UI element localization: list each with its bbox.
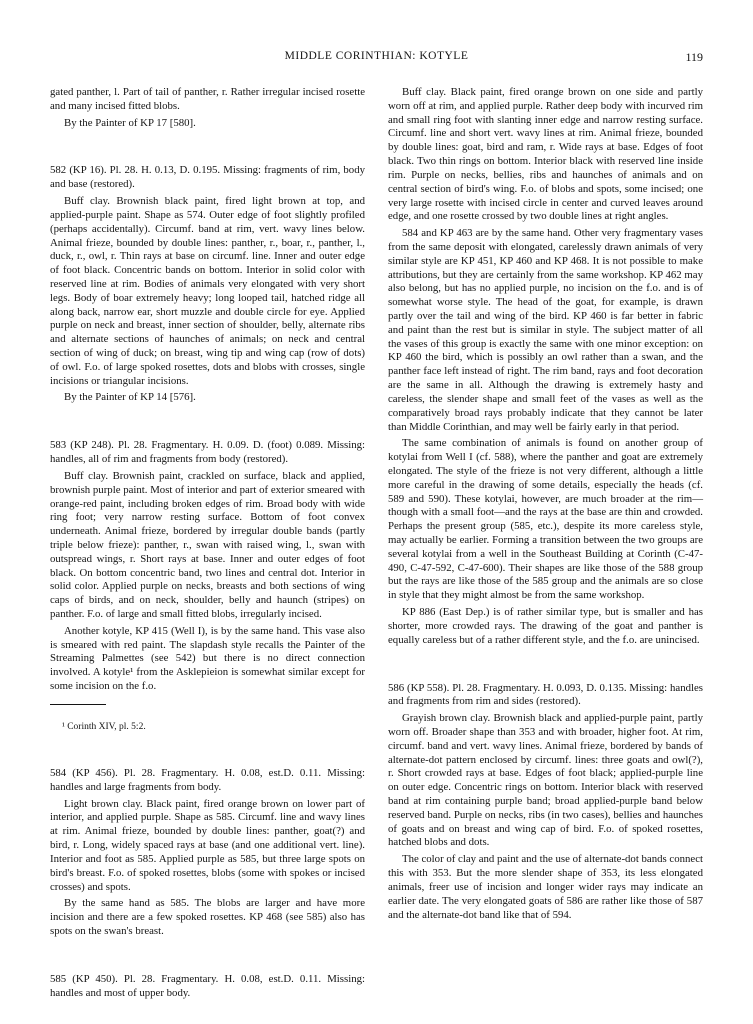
footnote: ¹ Corinth XIV, pl. 5:2. bbox=[62, 721, 146, 732]
commentary-586: The color of clay and paint and the use of alternate-dot bands connect this with 353. But the more slender shape of 353, its less elongated animals, freer use of incision and longer wider rays may indicate an earlier date. The very elongated goats of 586 are rather like those of 587 and the alternate-dot band like that of 594. bbox=[388, 853, 703, 921]
commentary-585: 584 and KP 463 are by the same hand. Other very fragmentary vases from the same deposit with elongated, carelessly drawn animals of very similar style are KP 451, KP 460 and KP 468. It is not possible to make attributions, but they are certainly from the same workshop. KP 462 may also belong, but has no applied purple, no incision on the f.o. and is of somewhat worse style. The head of the goat, for example, is drawn partly over the tail and wing of the bird. KP 460 is far better in fabric and paint than the rest but is similar in style. The subject matter of all the vases of this group is exactly the same with one minor exception: on KP 460 the bird, which is possibly an owl rather than a swan, and the panther face left instead of right. The rim band, rays and foot decoration are the same in all. Although the drawing is extremely hasty and careless, the slender shape and small feet of the vases as well as the comparatively broad rays probably indicate that they cannot be later than Middle Corinthian, and may well be fairly early in that period. bbox=[388, 227, 703, 433]
catalog-entry-584: 584 (KP 456). Pl. 28. Fragmentary. H. 0.08, est.D. 0.11. Missing: handles and large fragments from body. bbox=[50, 767, 365, 793]
description-582: Buff clay. Brownish black paint, fired light brown at top, and applied-purple paint. Shape as 574. Outer edge of foot slightly profiled (perhaps accidentally). Circumf. band at rim, vert. wavy lines below. Animal frieze, bounded by double lines: panther, r., boar, r., panther, l., duck, r., owl, r. Thin rays at base on circumf. line. Inner and outer edge of foot black. Concentric bands on bottom. Interior in solid color with reserved line at rim. Bodies of animals very elongated with very short legs. Body of boar extremely heavy; long looped tail, hatched ridge all along back, narrow ear, short muzzle and double circle for eye. Applied purple on neck and breast, inner section of shoulder, belly, alternate ribs and alternate sections of haunches of animals; on neck and central section of wing of duck; on breast, wing tip and wing cap (row of dots) of owl. F.o. of large spoked rosettes, dots and blobs with crosses, single incisions or triangular incisions. bbox=[50, 195, 365, 387]
attribution-580: By the Painter of KP 17 [580]. bbox=[64, 116, 196, 129]
catalog-entry-582: 582 (KP 16). Pl. 28. H. 0.13, D. 0.195. Missing: fragments of rim, body and base (restored). bbox=[50, 164, 365, 191]
continuation-paragraph: gated panther, l. Part of tail of panther, r. Rather irregular incised rosette and many incised fitted blobs. bbox=[50, 86, 365, 112]
catalog-entry-586: 586 (KP 558). Pl. 28. Fragmentary. H. 0.093, D. 0.135. Missing: handles and fragments from rim and sides (restored). bbox=[388, 681, 703, 708]
right-column bbox=[388, 86, 703, 922]
commentary-kp886: KP 886 (East Dep.) is of rather similar type, but is smaller and has shorter, more crowded rays. The drawing of the goat and panther is equally careless but of a rather different style, and the f.o. are unincised. bbox=[388, 606, 703, 646]
running-head: MIDDLE CORINTHIAN: KOTYLE bbox=[284, 50, 469, 62]
page-header bbox=[50, 50, 703, 70]
description-583: Buff clay. Brownish paint, crackled on surface, black and applied, brownish purple paint. Most of interior and part of exterior smeared with orange-red paint, including broken edges of rim. Broad body with wide ring foot; very narrow resting surface. Bottom of foot convex underneath. Animal frieze, bordered by irregular double bands (partly triple below frieze): panther, r., swan with raised wing, l., swan with outspread wings, r. Short rays at base. Inner and outer edges of foot black. On bottom concentric band, two lines and central dot. Interior in solid color. Applied purple on necks, breasts and both sections of wing caps of birds, and on neck, shoulder, belly and haunch (stripes) on panther. F.o. of large and small fitted blobs, irregularly incised. bbox=[50, 469, 365, 620]
catalog-entry-583: 583 (KP 248). Pl. 28. Fragmentary. H. 0.09. D. (foot) 0.089. Missing: handles, all of rim and fragments from body (restored). bbox=[50, 439, 365, 466]
page-number: 119 bbox=[685, 50, 703, 64]
left-column bbox=[50, 86, 365, 1000]
catalog-entry-585: 585 (KP 450). Pl. 28. Fragmentary. H. 0.08, est.D. 0.11. Missing: handles and most of upper body. bbox=[50, 972, 365, 999]
commentary-585-comparison: The same combination of animals is found on another group of kotylai from Well I (cf. 588), where the panther and goat are extremely elongated. The style of the frieze is not very different, although a little more careful in the drawing of some details, especially the heads (cf. 589 and 590). These kotylai, however, are much broader at the rim—though with a small foot—and the rays at the base are thin and crowded. Perhaps the present group (585, etc.), despite its more careless style, may actually be earlier. Forming a transition between the two groups are several kotylai from a well in the Southeast Building at Corinth (C-47-490, C-47-592, C-47-600). Their shapes are like those of the 588 group but the rays are like those of the 585 group and the animals are so close in style that they might almost be from the same workshop. bbox=[388, 437, 703, 602]
description-585: Buff clay. Black paint, fired orange brown on one side and partly worn off at rim, and applied purple. Rather deep body with incurved rim and small ring foot with slanting inner edge and narrow resting surface. Circumf. line and short vert. wavy lines at rim. Animal frieze, bounded by double lines: goat, bird and ram, r. Wide rays at base. Edges of foot black. Two thin rings on bottom. Interior black with reserved line inside rim. Purple on necks, bellies, ribs and haunches of animals and on central section of bird's wing. F.o. of blobs and spots, some incised; one very large rosette with incised circle in center and curved leaves around edge, and one rosette crossed by two double lines at right angles. bbox=[388, 86, 703, 223]
commentary-583: Another kotyle, KP 415 (Well I), is by the same hand. This vase also is smeared with red paint. The slapdash style recalls the Painter of the Streaming Palmettes (see 542) but there is no direct connection involved. A kotyle¹ from the Asklepieion is somewhat similar except for some incision on the f.o. bbox=[50, 624, 365, 693]
description-584: Light brown clay. Black paint, fired orange brown on lower part of interior, and applied purple. Shape as 585. Circumf. line and wavy lines at rim. Animal frieze, bounded by double lines: panther, goat(?) and bird, r. Long, widely spaced rays at base (and one additional vert. line). Interior and foot as 585. Applied purple as 585, but three large spots on bird's breast. F.o. of spoked rosettes, blobs (some with spokes or incised crosses) and spots. bbox=[50, 797, 365, 893]
footnote-rule bbox=[50, 704, 106, 705]
attribution-576: By the Painter of KP 14 [576]. bbox=[64, 391, 196, 404]
description-586: Grayish brown clay. Brownish black and applied-purple paint, partly worn off. Broader shape than 353 and with broader, higher foot. At rim, circumf. band and vert. wavy lines. Animal frieze, bordered by bands of alternate-dot pattern enclosed by circumf. lines: three goats and owl(?), r. Short crowded rays at base. Edges of foot black; applied-purple line on outer edge. Concentric rings on bottom. Interior black with reserved band at rim containing purple band; broad applied-purple band below reserved band. Purple on necks, ribs (in two cases), bellies and haunches of goats and on breast and wing cap of bird. F.o. of spoked rosettes, hatched blobs and dots. bbox=[388, 712, 703, 849]
commentary-584: By the same hand as 585. The blobs are larger and have more incision and there are a few spoked rosettes. KP 468 (see 585) also has spots on the swan's breast. bbox=[50, 897, 365, 937]
